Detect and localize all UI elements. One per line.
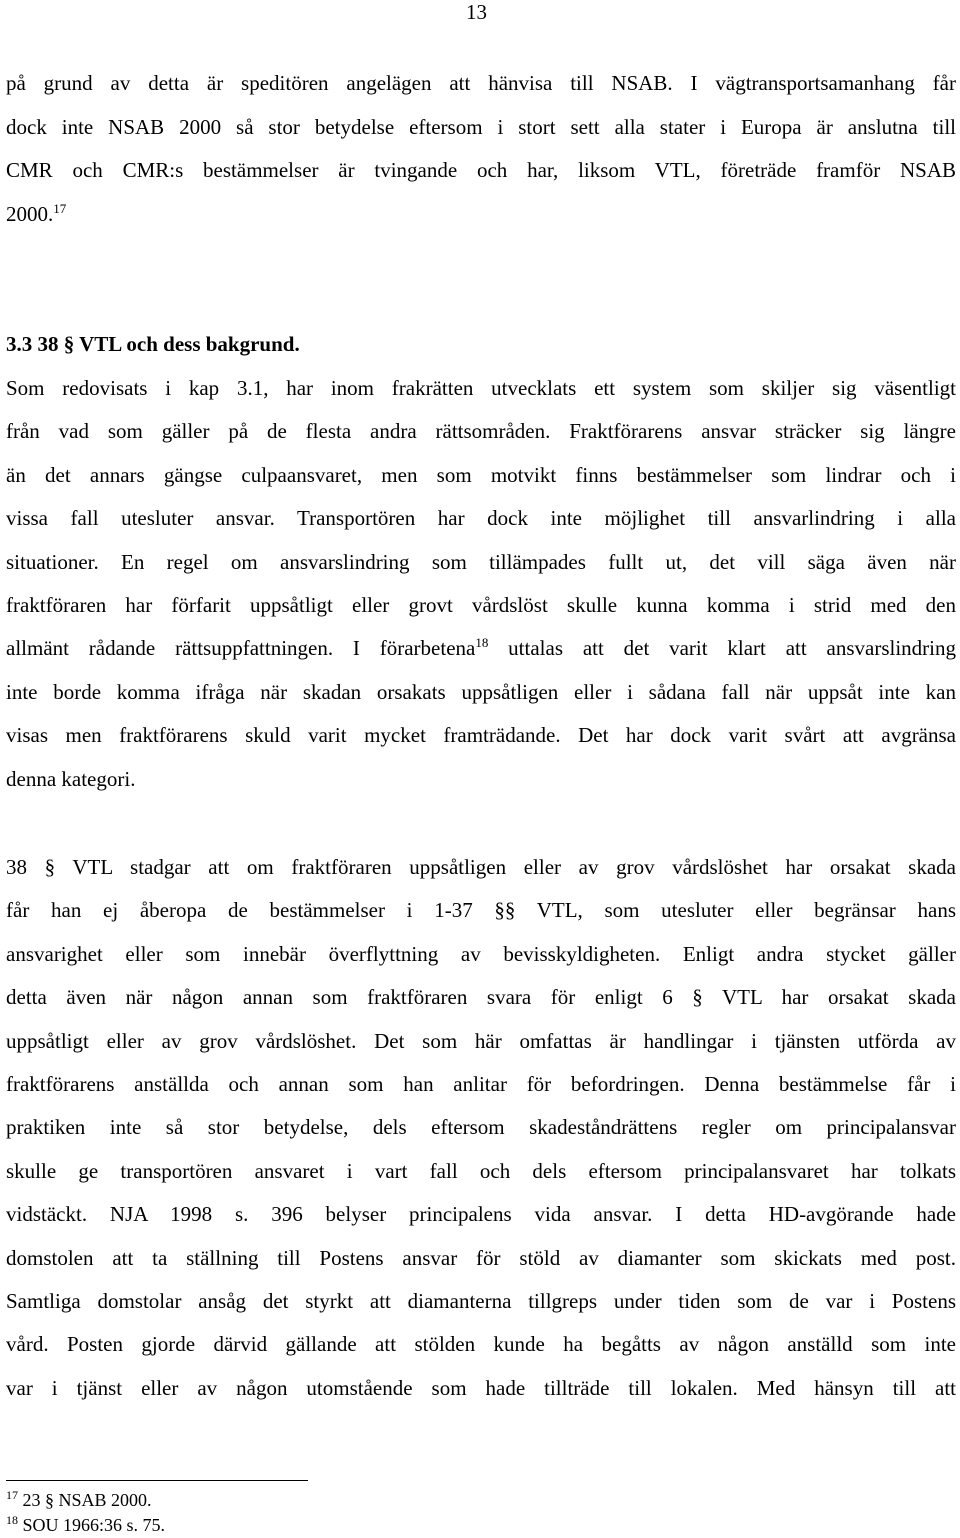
text-fragment: allmänt rådande rättsuppfattningen. I förarbetena <box>6 636 476 661</box>
text-line: fraktföraren har förfarit uppsåtligt eller grovt vårdslöst skulle kunna komma i strid med den <box>6 593 956 618</box>
text-line <box>6 627 956 670</box>
text-line: CMR och CMR:s bestämmelser är tvingande och har, liksom VTL, företräde framför NSAB <box>6 158 956 182</box>
text-line: praktiken inte så stor betydelse, dels eftersom skadeståndrättens regler om principalansvar <box>6 1115 956 1140</box>
text-line: ansvarighet eller som innebär överflyttning av bevisskyldigheten. Enligt andra stycket gäller <box>6 941 956 966</box>
footnote-divider <box>6 1480 308 1481</box>
text-line: får han ej åberopa de bestämmelser i 1-37 §§ VTL, som utesluter eller begränsar hans <box>6 898 956 923</box>
text-line: 38 § VTL stadgar att om fraktföraren uppsåtligen eller av grov vårdslöshet har orsakat skada <box>6 855 956 879</box>
text-line: uppsåtligt eller av grov vårdslöshet. Det som här omfattas är handlingar i tjänsten utförda av <box>6 1028 956 1053</box>
text-line: fraktförarens anställda och annan som han anlitar för befordringen. Denna bestämmelse får i <box>6 1072 956 1097</box>
text-line: situationer. En regel om ansvarslindring som tillämpades fullt ut, det vill säga även när <box>6 549 956 574</box>
text-line: dock inte NSAB 2000 så stor betydelse eftersom i stort sett alla stater i Europa är anslutna till <box>6 114 956 139</box>
text-line <box>6 193 956 237</box>
text-fragment: 2000. <box>6 201 54 226</box>
footnote-ref-18[interactable]: 18 <box>475 635 489 651</box>
text-line: detta även när någon annan som fraktföraren svara för enligt 6 § VTL har orsakat skada <box>6 985 956 1010</box>
text-line: visas men fraktförarens skuld varit mycket framträdande. Det har dock varit svårt att avgränsa <box>6 723 956 748</box>
intro-paragraph <box>6 62 956 236</box>
section-paragraph-1 <box>6 367 956 801</box>
page-number: 13 <box>466 0 487 24</box>
text-line: vidstäckt. NJA 1998 s. 396 belyser principalens vida ansvar. I detta HD-avgörande hade <box>6 1202 956 1227</box>
section-paragraph-2 <box>6 846 956 1410</box>
text-line: skulle ge transportören ansvaret i vart fall och dels eftersom principalansvaret har tolkats <box>6 1158 956 1183</box>
text-line: vissa fall utesluter ansvar. Transportören har dock inte möjlighet till ansvarlindring i alla <box>6 506 956 531</box>
text-line: Som redovisats i kap 3.1, har inom frakrätten utvecklats ett system som skiljer sig väsentligt <box>6 376 956 400</box>
footnote-number: 17 <box>6 1488 18 1502</box>
footnote-text: SOU 1966:36 s. 75. <box>18 1515 166 1535</box>
footnote-18 <box>6 1513 165 1538</box>
footnote-ref-17[interactable]: 17 <box>53 200 67 216</box>
text-line: från vad som gäller på de flesta andra rättsområden. Fraktförarens ansvar sträcker sig längre <box>6 419 956 444</box>
footnote-text: 23 § NSAB 2000. <box>18 1490 152 1510</box>
footnote-17 <box>6 1488 165 1513</box>
text-line: Samtliga domstolar ansåg det styrkt att diamanterna tillgreps under tiden som de var i Postens <box>6 1289 956 1314</box>
footnote-number: 18 <box>6 1513 18 1527</box>
text-line: inte borde komma ifråga när skadan orsakats uppsåtligen eller i sådana fall när uppsåt inte kan <box>6 679 956 704</box>
section-heading: 3.3 38 § VTL och dess bakgrund. <box>6 332 300 356</box>
text-line: var i tjänst eller av någon utomstående som hade tillträde till lokalen. Med hänsyn till att <box>6 1375 956 1400</box>
text-line: domstolen att ta ställning till Postens ansvar för stöld av diamanter som skickats med post. <box>6 1245 956 1270</box>
footnotes <box>6 1488 165 1538</box>
text-line: denna kategori. <box>6 766 136 791</box>
text-fragment: uttalas att det varit klart att ansvarslindring <box>488 636 956 661</box>
text-line: på grund av detta är speditören angelägen att hänvisa till NSAB. I vägtransportsamanhang får <box>6 71 956 95</box>
text-line: än det annars gängse culpaansvaret, men som motvikt finns bestämmelser som lindrar och i <box>6 462 956 487</box>
text-line: vård. Posten gjorde därvid gällande att stölden kunde ha begåtts av någon anställd som inte <box>6 1332 956 1357</box>
